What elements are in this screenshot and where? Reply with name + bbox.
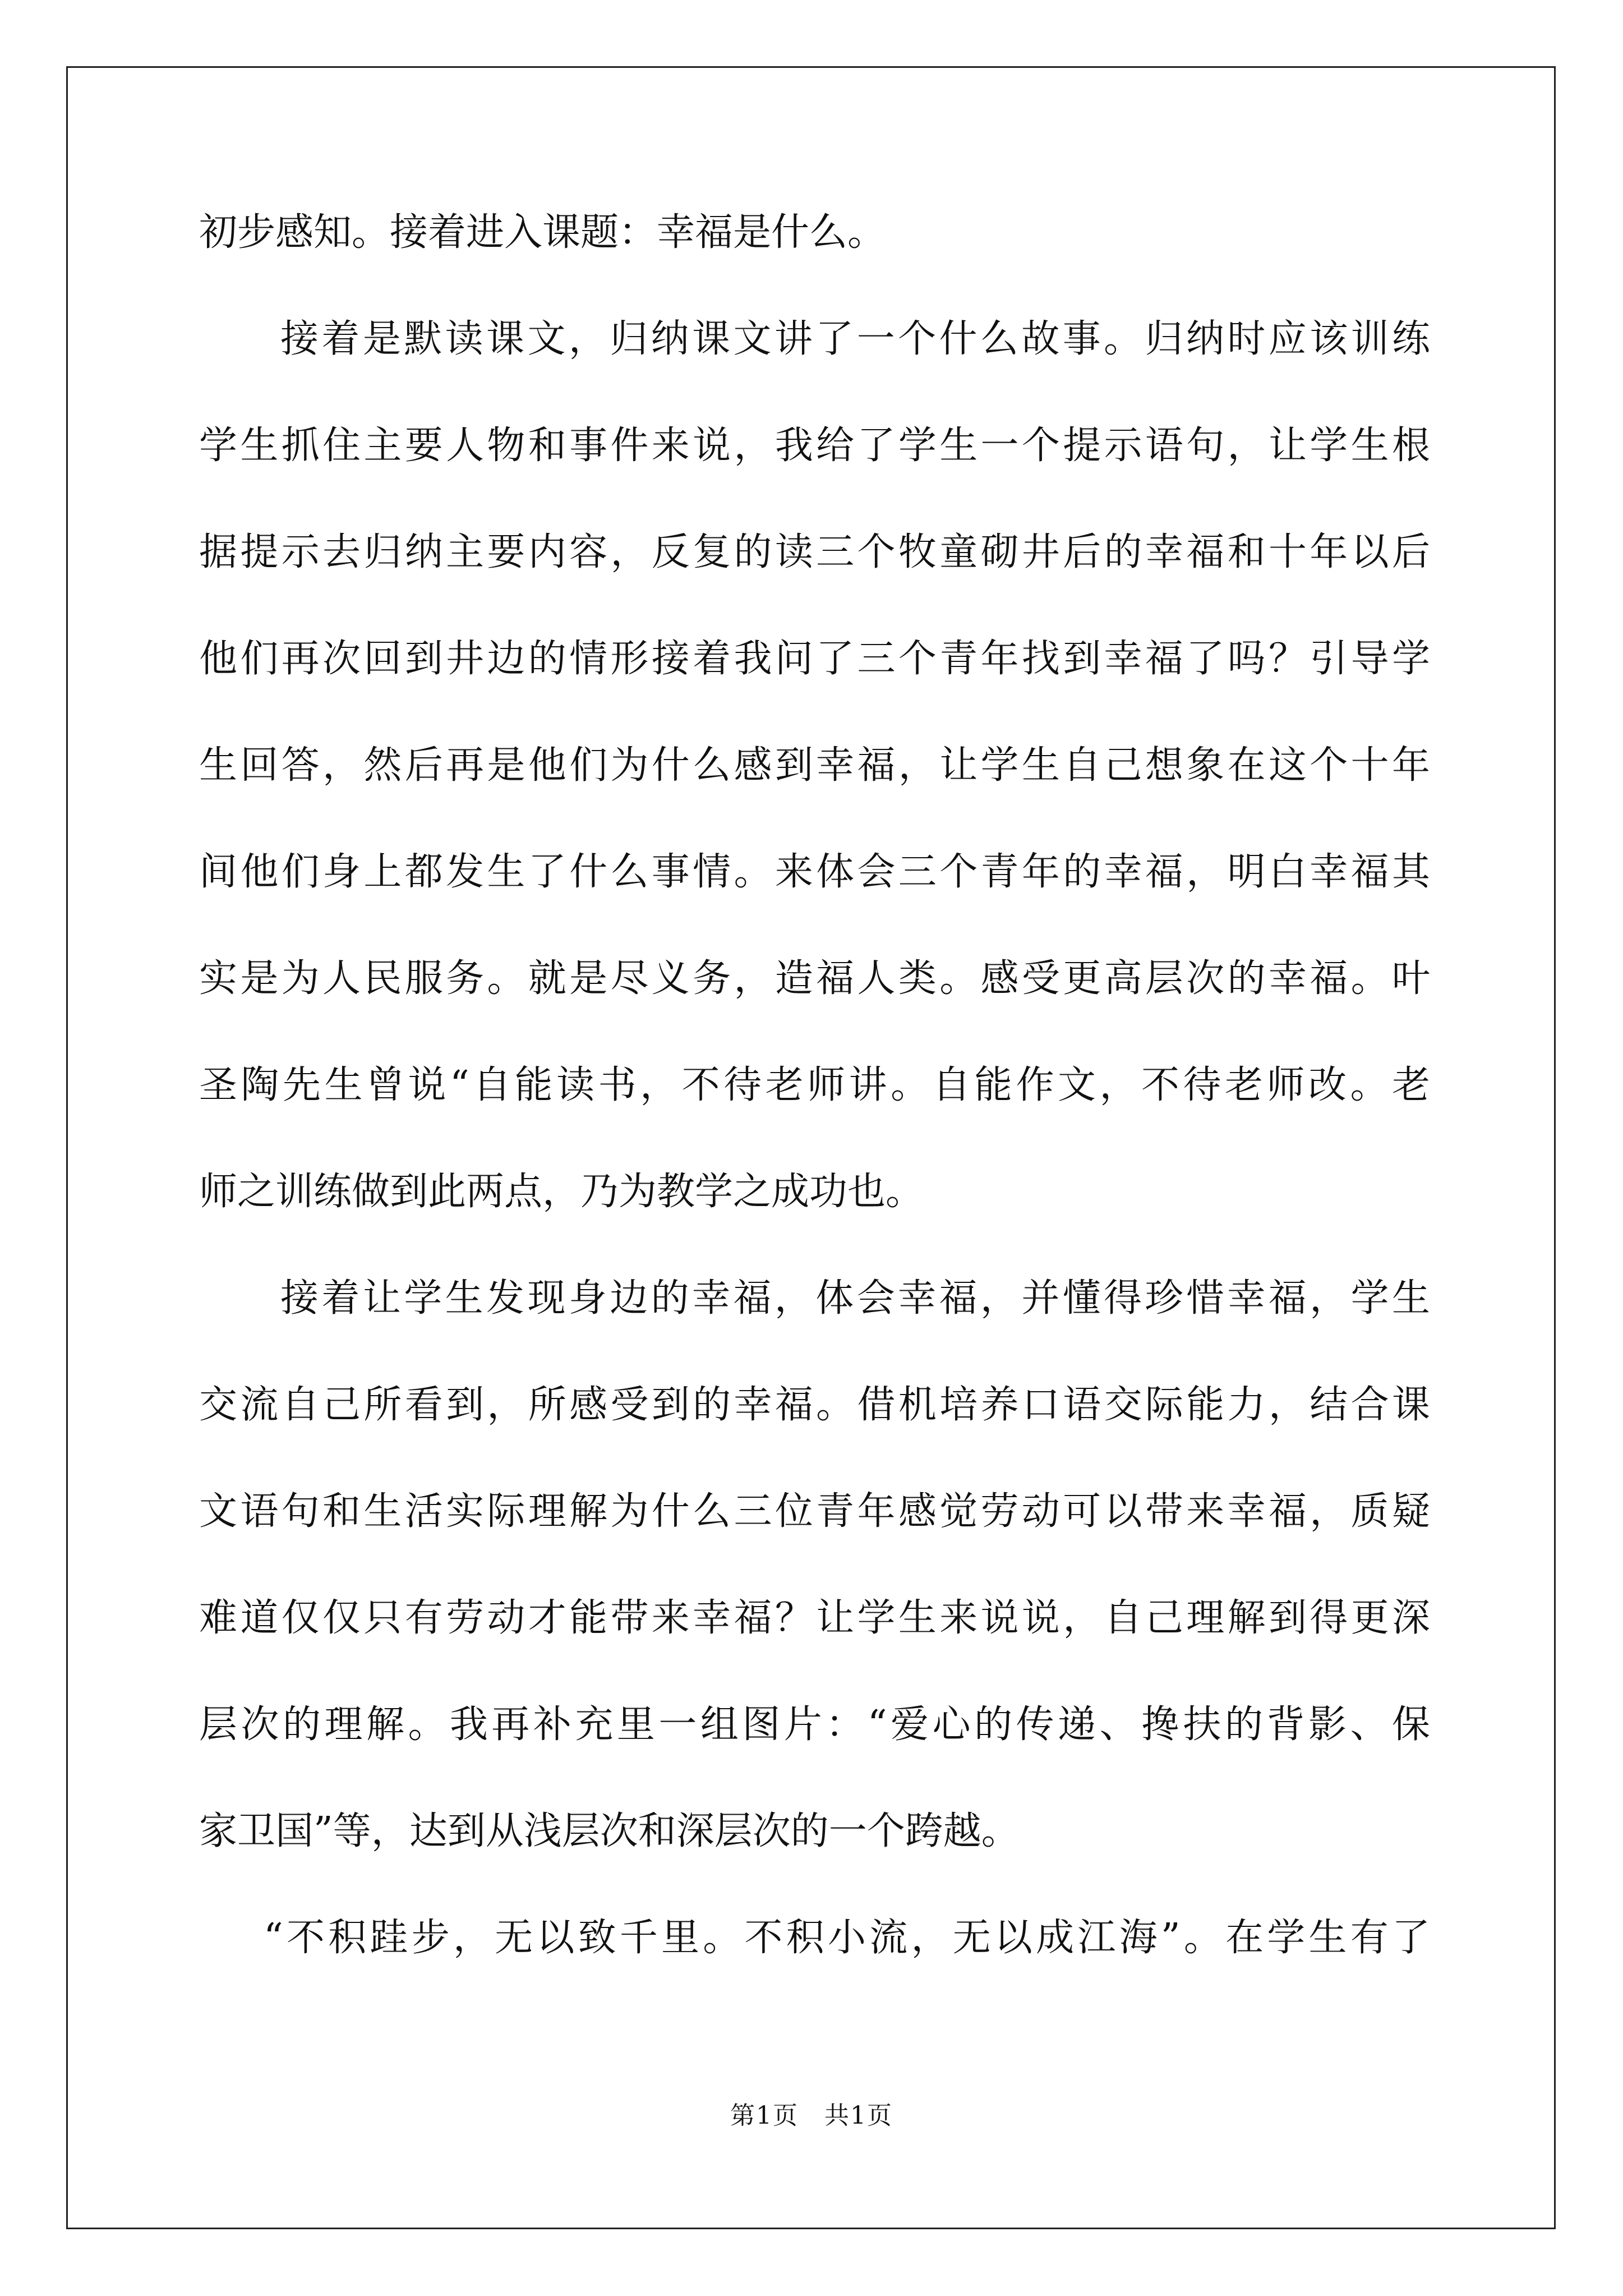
text-line: 圣陶先生曾说“自能读书，不待老师讲。自能作文，不待老师改。老 (199, 1063, 1430, 1107)
text-line: 文语句和生活实际理解为什么三位青年感觉劳动可以带来幸福，质疑 (199, 1489, 1430, 1534)
text-line: 间他们身上都发生了什么事情。来体会三个青年的幸福，明白幸福其 (199, 850, 1430, 894)
text-line: “不积跬步，无以致千里。不积小流，无以成江海”。在学生有了 (264, 1916, 1430, 1960)
page-footer: 第1页 共1页 (730, 2101, 893, 2130)
text-line: 交流自己所看到，所感受到的幸福。借机培养口语交际能力，结合课 (199, 1383, 1430, 1427)
text-line: 师之训练做到此两点，乃为教学之成功也。 (199, 1170, 924, 1214)
text-line: 接着让学生发现身边的幸福，体会幸福，并懂得珍惜幸福，学生 (280, 1276, 1430, 1320)
text-line: 接着是默读课文，归纳课文讲了一个什么故事。归纳时应该训练 (280, 317, 1430, 361)
text-line: 生回答，然后再是他们为什么感到幸福，让学生自己想象在这个十年 (199, 743, 1430, 788)
text-line: 层次的理解。我再补充里一组图片：“爱心的传递、搀扶的背影、保 (199, 1703, 1430, 1747)
text-line: 学生抓住主要人物和事件来说，我给了学生一个提示语句，让学生根 (199, 424, 1430, 468)
text-line: 实是为人民服务。就是尽义务，造福人类。感受更高层次的幸福。叶 (199, 956, 1430, 1001)
page-border (66, 66, 1556, 2229)
text-line: 他们再次回到井边的情形接着我问了三个青年找到幸福了吗？引导学 (199, 637, 1430, 681)
text-line: 初步感知。接着进入课题：幸福是什么。 (199, 210, 886, 255)
text-line: 难道仅仅只有劳动才能带来幸福？让学生来说说，自己理解到得更深 (199, 1596, 1430, 1640)
text-line: 据提示去归纳主要内容，反复的读三个牧童砌井后的幸福和十年以后 (199, 530, 1430, 574)
text-line: 家卫国”等，达到从浅层次和深层次的一个跨越。 (199, 1809, 1020, 1853)
